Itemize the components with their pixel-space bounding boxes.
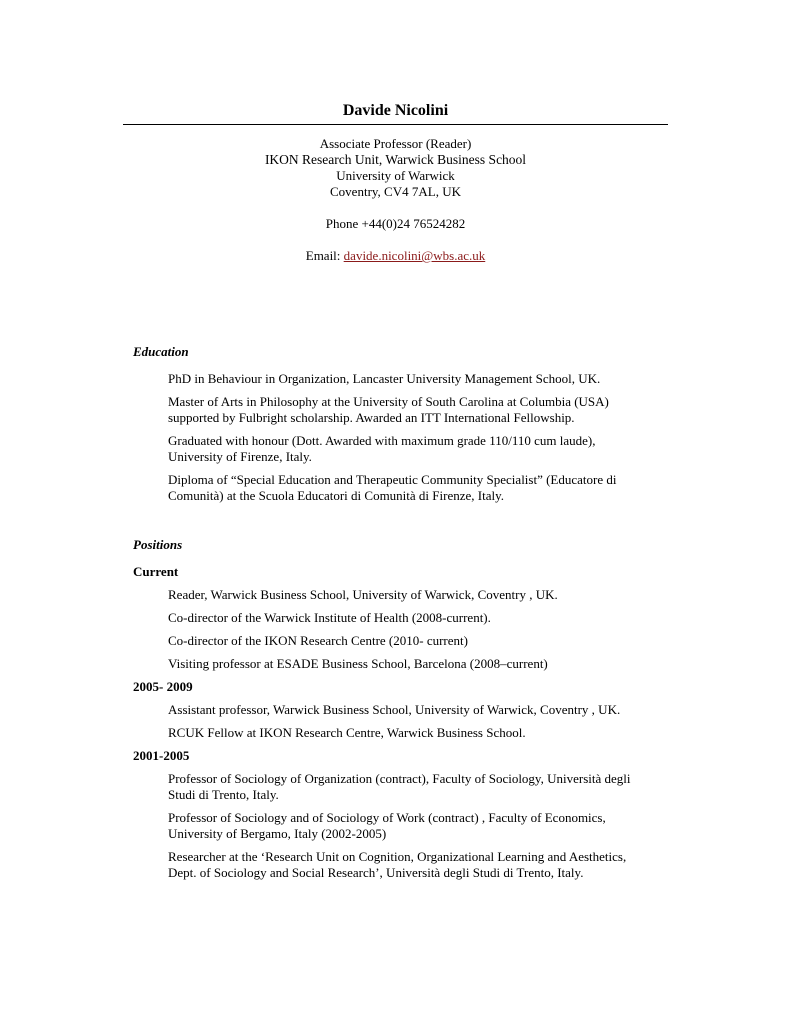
list-item: Visiting professor at ESADE Business School, Barcelona (2008–current)	[168, 656, 548, 671]
spacer	[0, 200, 791, 216]
position-group-label: Current	[133, 564, 179, 579]
list-item: Professor of Sociology and of Sociology of Work (contract) , Faculty of Economics, University of Bergamo, Italy (2002-2005)	[168, 810, 606, 841]
email-link[interactable]: davide.nicolini@wbs.ac.uk	[343, 248, 486, 263]
phone: Phone +44(0)24 76524282	[325, 216, 466, 231]
university: University of Warwick	[336, 168, 455, 183]
email-label: Email:	[305, 248, 344, 263]
list-item: Professor of Sociology of Organization (contract), Faculty of Sociology, Università degli Studi di Trento, Italy.	[168, 771, 631, 802]
position-group-label: 2001-2005	[133, 748, 190, 763]
positions-section	[133, 537, 653, 881]
list-item: Graduated with honour (Dott. Awarded with maximum grade 110/110 cum laude), University of Firenze, Italy.	[168, 433, 596, 464]
list-item: Co-director of the Warwick Institute of Health (2008-current).	[168, 610, 491, 625]
research-unit: IKON Research Unit, Warwick Business School	[264, 152, 527, 167]
list-item: RCUK Fellow at IKON Research Centre, Warwick Business School.	[168, 725, 526, 740]
spacer	[0, 232, 791, 248]
list-item: Reader, Warwick Business School, University of Warwick, Coventry , UK.	[168, 587, 558, 602]
cv-name: Davide Nicolini	[342, 102, 449, 119]
list-item: Co-director of the IKON Research Centre (2010- current)	[168, 633, 468, 648]
list-item: PhD in Behaviour in Organization, Lancaster University Management School, UK.	[168, 371, 601, 386]
positions-heading: Positions	[133, 537, 183, 552]
header-rule	[123, 124, 668, 125]
list-item: Researcher at the ‘Research Unit on Cognition, Organizational Learning and Aesthetics, Dept. of Sociology and Social Research’, Università degli Studi di Trento, Italy.	[168, 849, 627, 880]
education-heading: Education	[133, 344, 189, 359]
email-line	[0, 248, 791, 264]
education-section	[133, 344, 653, 504]
list-item: Assistant professor, Warwick Business School, University of Warwick, Coventry , UK.	[168, 702, 621, 717]
list-item: Master of Arts in Philosophy at the University of South Carolina at Columbia (USA) supported by Fulbright scholarship. Awarded an ITT International Fellowship.	[168, 394, 609, 425]
position-group-label: 2005- 2009	[133, 679, 193, 694]
list-item: Diploma of “Special Education and Therapeutic Community Specialist” (Educatore di Comunità) at the Scuola Educatori di Comunità di Firenze, Italy.	[168, 472, 617, 503]
address: Coventry, CV4 7AL, UK	[330, 184, 461, 199]
job-title: Associate Professor (Reader)	[319, 136, 472, 151]
contact-block	[0, 136, 791, 264]
